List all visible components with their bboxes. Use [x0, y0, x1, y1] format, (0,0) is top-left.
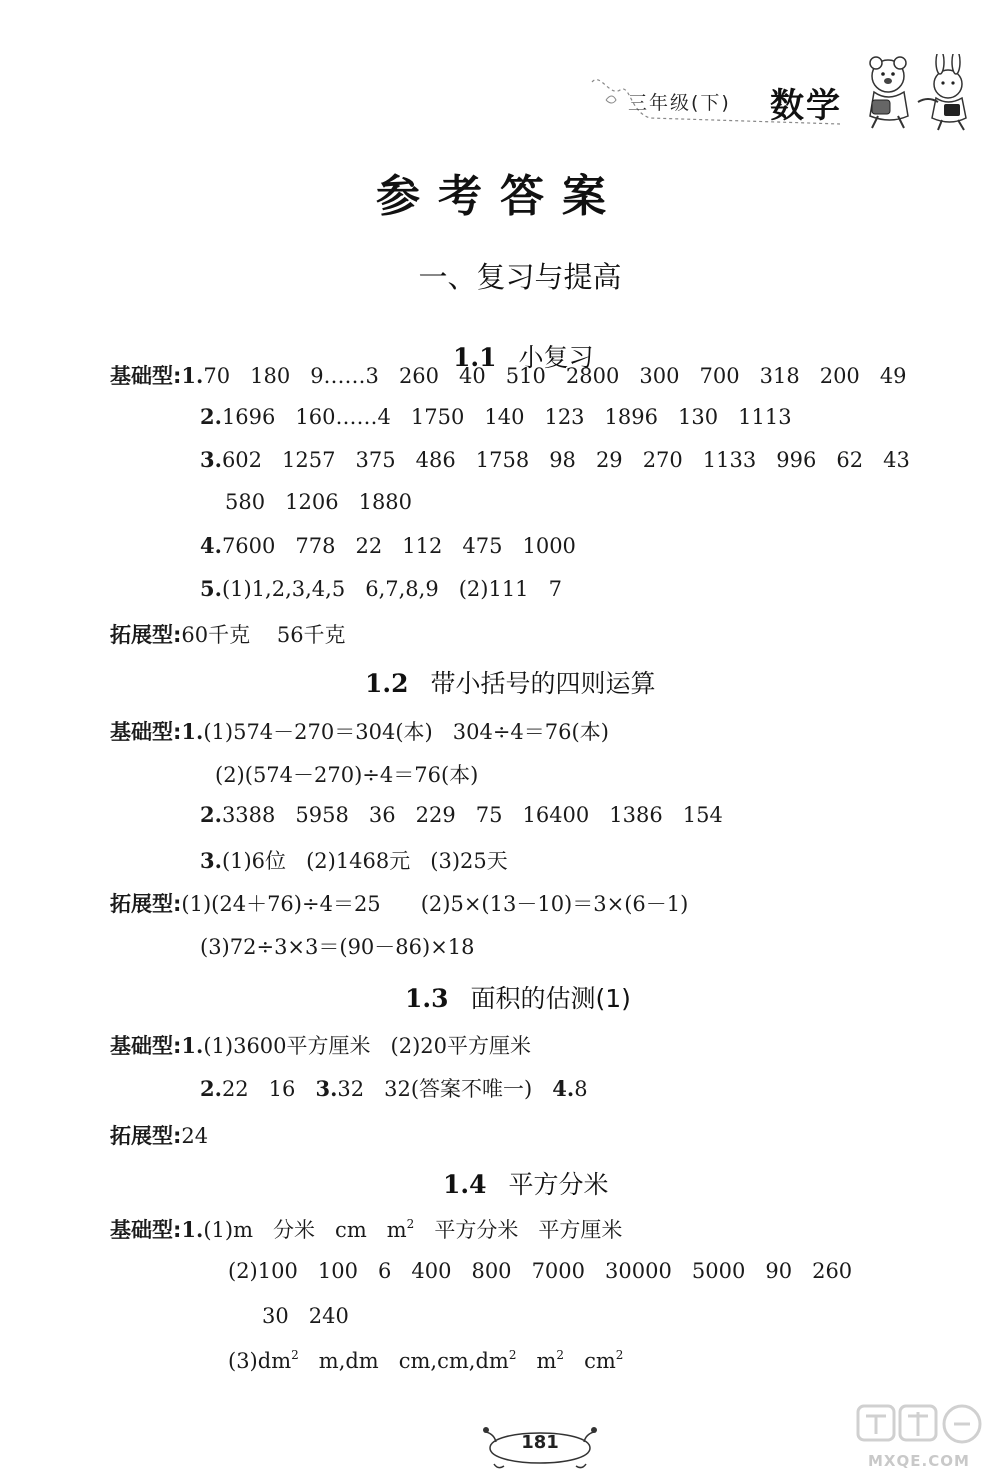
answer-text: (3)dm — [228, 1349, 292, 1373]
answer-text: 3388 5958 36 229 75 16400 1386 154 — [221, 803, 723, 827]
superscript: 2 — [615, 1348, 624, 1362]
answer-line — [228, 1348, 623, 1373]
question-number: 1. — [181, 1033, 204, 1058]
answer-text: 平方分米 平方厘米 — [414, 1218, 623, 1242]
watermark-text: MXQE.COM — [868, 1452, 970, 1470]
answer-line — [110, 1030, 531, 1060]
chapter-heading: 一、复习与提高 — [418, 260, 622, 294]
basic-label: 基础型: — [110, 1218, 182, 1242]
answer-text: (1)1,2,3,4,5 6,7,8,9 (2)111 7 — [221, 577, 562, 601]
section-number: 1.1 — [453, 343, 497, 372]
answer-text: (1)6位 (2)1468元 (3)25天 — [221, 849, 508, 873]
answer-line: (3)72÷3×3＝(90－86)×18 — [200, 935, 475, 959]
header-banner — [590, 52, 990, 132]
answer-text: 32 32(答案不唯一) — [337, 1077, 533, 1101]
section-heading — [405, 979, 631, 1015]
answer-line — [200, 404, 792, 429]
section-title: 平方分米 — [508, 1170, 609, 1199]
section-title: 面积的估测(1) — [470, 984, 631, 1013]
answer-text: 60千克 56千克 — [181, 623, 346, 647]
section-title: 小复习 — [518, 343, 594, 372]
section-number: 1.4 — [443, 1170, 487, 1199]
extension-label: 拓展型: — [110, 1124, 182, 1148]
answer-text: 7600 778 22 112 475 1000 — [221, 534, 576, 558]
section-number: 1.2 — [365, 669, 409, 698]
question-number: 1. — [181, 1217, 204, 1242]
answer-line: (2)100 100 6 400 800 7000 30000 5000 90 260 — [228, 1259, 853, 1283]
extension-label: 拓展型: — [110, 892, 182, 916]
answer-line — [110, 1214, 622, 1244]
answer-text: 24 — [181, 1124, 209, 1148]
superscript: 2 — [406, 1217, 415, 1231]
page-title: 参考答案 — [376, 171, 624, 222]
page-number: 181 — [521, 1432, 559, 1453]
question-number: 5. — [200, 576, 222, 601]
basic-label: 基础型: — [110, 1034, 182, 1058]
answer-line — [110, 619, 346, 649]
answer-line — [110, 360, 907, 390]
answer-text: 22 16 — [221, 1077, 296, 1101]
answer-line — [200, 533, 576, 558]
section-title: 带小括号的四则运算 — [430, 669, 656, 698]
grade-label: 三年级(下) — [628, 92, 731, 114]
question-number: 2. — [200, 1076, 222, 1101]
extension-label: 拓展型: — [110, 623, 182, 647]
answer-text: 602 1257 375 486 1758 98 29 270 1133 996 62 43 — [221, 448, 910, 472]
question-number: 4. — [552, 1076, 575, 1101]
answer-line: 30 240 — [262, 1304, 349, 1328]
superscript: 2 — [556, 1348, 565, 1362]
answer-text: m — [516, 1349, 557, 1373]
section-heading — [443, 1165, 609, 1201]
answer-line — [200, 845, 508, 875]
answer-text: (1)(24＋76)÷4＝25 (2)5×(13－10)＝3×(6－1) — [181, 892, 689, 916]
answer-line — [110, 1120, 208, 1150]
answer-text: (1)3600平方厘米 (2)20平方厘米 — [203, 1034, 532, 1058]
answer-text: 70 180 9……3 260 40 510 2800 300 700 318 200 49 — [203, 364, 907, 388]
basic-label: 基础型: — [110, 720, 182, 744]
question-number: 3. — [200, 848, 222, 873]
question-number: 4. — [200, 533, 222, 558]
answer-text: (1)574－270＝304(本) 304÷4＝76(本) — [203, 720, 609, 744]
question-number: 3. — [200, 447, 222, 472]
answer-line — [110, 888, 688, 918]
subject-label: 数学 — [770, 86, 842, 126]
answer-line — [200, 576, 562, 601]
question-number: 2. — [200, 404, 222, 429]
answer-line: (2)(574－270)÷4＝76(本) — [215, 763, 479, 787]
section-number: 1.3 — [405, 984, 449, 1013]
section-heading — [365, 664, 656, 700]
answer-line: 580 1206 1880 — [225, 490, 413, 514]
answer-line — [200, 1073, 588, 1103]
answer-line — [200, 447, 910, 472]
question-number: 1. — [181, 363, 204, 388]
question-number: 2. — [200, 802, 222, 827]
answer-line — [110, 716, 609, 746]
mascots-icon — [858, 54, 988, 132]
basic-label: 基础型: — [110, 364, 182, 388]
answer-line — [200, 802, 723, 827]
answer-text: 8 — [574, 1077, 588, 1101]
answer-text: cm — [564, 1349, 616, 1373]
question-number: 3. — [315, 1076, 338, 1101]
superscript: 2 — [508, 1348, 517, 1362]
answer-text: 1696 160……4 1750 140 123 1896 130 1113 — [221, 405, 792, 429]
answer-text: m,dm cm,cm,dm — [298, 1349, 509, 1373]
answer-text: (1)m 分米 cm m — [203, 1218, 407, 1242]
question-number: 1. — [181, 719, 204, 744]
superscript: 2 — [291, 1348, 299, 1362]
